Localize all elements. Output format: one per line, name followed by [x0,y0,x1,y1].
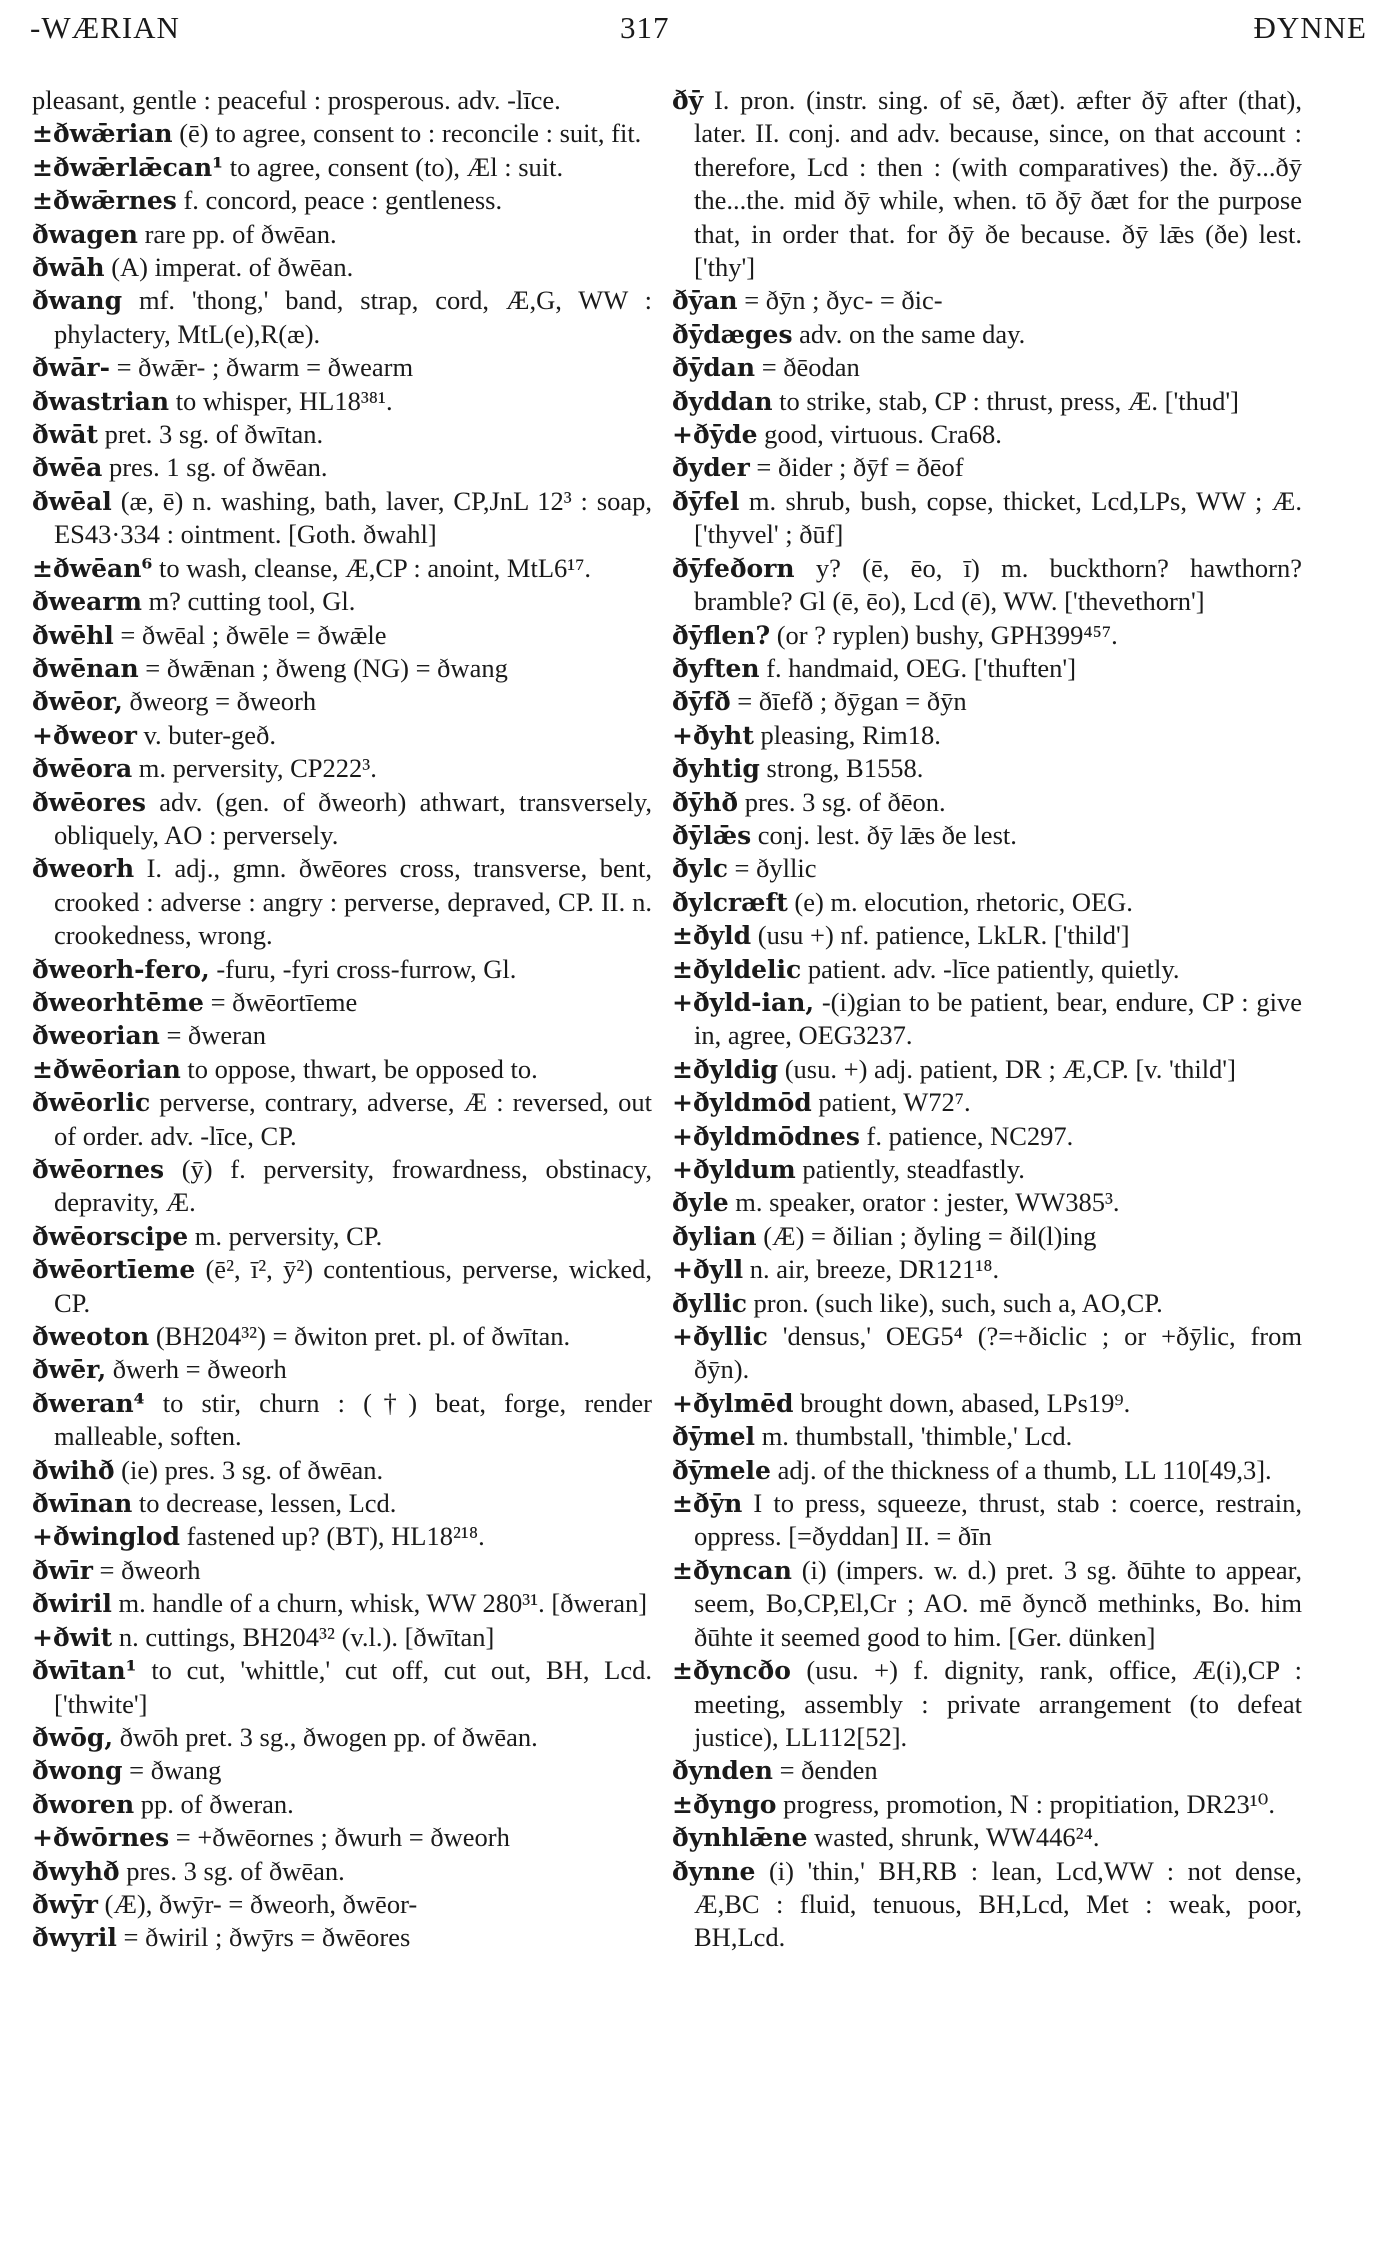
definition: -(i)gian to be patient, bear, endure, CP : give in, agree, OEG3237. [694,986,1302,1051]
definition: rare pp. of ðwēan. [144,218,337,249]
headword: ðyften [672,653,760,683]
headword: ðyle [672,1188,729,1218]
dictionary-entry [32,685,652,718]
headword: ðwēorscipe [32,1221,189,1251]
headword: ±ðwǣrnes [32,186,177,216]
dictionary-entry [672,1220,1302,1253]
headword: ðwēorlic [32,1088,151,1118]
headword: +ðyht [672,720,754,750]
dictionary-entry [32,284,652,351]
definition: f. patience, NC297. [866,1120,1074,1151]
definition: to wash, cleanse, Æ,CP : anoint, MtL6¹⁷. [159,552,592,583]
headword: ðyllic [672,1288,747,1318]
definition: strong, B1558. [766,753,924,784]
definition: to strike, stab, CP : thrust, press, Æ. ['thud'] [779,385,1239,416]
definition: brought down, abased, LPs19⁹. [800,1387,1131,1418]
dictionary-entry [32,1921,652,1954]
definition: (ie) pres. 3 sg. of ðwēan. [121,1454,384,1485]
right-column [672,84,1302,1955]
headword: ðylcræft [672,887,788,917]
dictionary-entry [672,318,1302,351]
headword: ðylian [672,1221,757,1251]
dictionary-entry [672,1821,1302,1854]
dictionary-entry [32,451,652,484]
dictionary-entry [32,1621,652,1654]
definition: pleasing, Rim18. [760,719,941,750]
headword: ðynden [672,1756,773,1786]
headword: ðwīr [32,1555,93,1585]
headword: +ðwit [32,1622,113,1652]
headword: ðwagen [32,219,138,249]
dictionary-entry [32,151,652,184]
dictionary-entry [672,786,1302,819]
definition: (or ? ryplen) bushy, GPH399⁴⁵⁷. [776,619,1118,650]
definition: (A) imperat. of ðwēan. [111,252,354,283]
headword: +ðyld-ian, [672,987,815,1017]
headword: ðweorh [32,854,135,884]
dictionary-entry [672,1253,1302,1286]
headword: ðwēal [32,486,112,516]
dictionary-entry [32,1587,652,1620]
dictionary-entry [672,1287,1302,1320]
headword: ðȳfel [672,486,740,516]
dictionary-entry [32,1754,652,1787]
headword: +ðyllic [672,1322,768,1352]
dictionary-entry [32,1888,652,1921]
definition: m. handle of a churn, whisk, WW 280³¹. [ðweran] [118,1588,648,1619]
definition: = ðwēortīeme [210,986,358,1017]
headword: ðwōg, [32,1722,114,1752]
headword: ðwastrian [32,386,170,416]
dictionary-entry [32,852,652,952]
headword: ðwang [32,286,123,316]
dictionary-entry [672,1487,1302,1554]
headword: ðweorhtēme [32,987,204,1017]
dictionary-entry [672,1186,1302,1219]
dictionary-entry [672,418,1302,451]
dictionary-entry [32,418,652,451]
headword: ðyhtig [672,754,760,784]
dictionary-entry [32,184,652,217]
headword: ðynhlǣne [672,1823,808,1853]
definition: = ðenden [779,1755,878,1786]
definition: = ðyllic [734,853,817,884]
dictionary-entry [672,685,1302,718]
headword: ðyder [672,453,750,483]
headword: ðȳflen? [672,620,771,650]
dictionary-entry [672,1053,1302,1086]
definition: (i) 'thin,' BH,RB : lean, Lcd,WW : not dense, Æ,BC : fluid, tenuous, BH,Lcd, Met : weak, poor, BH,Lcd. [694,1855,1302,1953]
dictionary-entry [672,1153,1302,1186]
dictionary-entry [672,1454,1302,1487]
headword: +ðȳde [672,420,758,450]
definition: to cut, 'whittle,' cut off, cut out, BH, Lcd. ['thwite'] [54,1655,653,1719]
definition: = ðwang [129,1755,222,1786]
headword: ðwong [32,1756,123,1786]
dictionary-entry [672,886,1302,919]
headword: +ðyldmōdnes [672,1121,860,1151]
dictionary-entry [32,1320,652,1353]
headword: +ðwinglod [32,1522,180,1552]
headword: ðȳdæges [672,319,793,349]
headword: +ðwōrnes [32,1823,170,1853]
dictionary-entry [32,1855,652,1888]
dictionary-entry [672,986,1302,1053]
headword: ðwēor, [32,687,123,717]
headword: ±ðyncðo [672,1656,791,1686]
headword: ðwēora [32,754,133,784]
definition: to whisper, HL18³⁸¹. [175,385,393,416]
definition: (Æ) = ðilian ; ðyling = ðil(l)ing [763,1220,1097,1251]
definition: (e) m. elocution, rhetoric, OEG. [794,886,1133,917]
headword: ±ðwǣrlǣcan¹ [32,152,224,182]
definition: = ðwēal ; ðwēle = ðwǣle [120,619,387,650]
definition: = ðīefð ; ðȳgan = ðȳn [737,686,967,717]
definition: m. perversity, CP. [194,1220,383,1251]
definition: pron. (such like), such, such a, AO,CP. [753,1287,1163,1318]
dictionary-entry [672,485,1302,552]
headword: ðwēa [32,453,103,483]
definition: = ðweorh [99,1554,201,1585]
dictionary-entry [32,1353,652,1386]
headword: ±ðwēan⁶ [32,553,153,583]
dictionary-entry [672,284,1302,317]
headword: ðwēortīeme [32,1255,196,1285]
dictionary-entry [672,1320,1302,1387]
dictionary-entry [32,84,652,117]
definition: I to press, squeeze, thrust, stab : coerce, restrain, oppress. [=ðyddan] II. = ðīn [694,1488,1302,1552]
definition: = +ðwēornes ; ðwurh = ðweorh [175,1822,510,1853]
headword: ðyddan [672,386,773,416]
dictionary-entry [672,852,1302,885]
definition: ðwōh pret. 3 sg., ðwogen pp. of ðwēan. [119,1721,538,1752]
dictionary-entry [672,1788,1302,1821]
headword: +ðweor [32,720,137,750]
dictionary-entry [32,1387,652,1454]
dictionary-entry [32,1253,652,1320]
definition: = ðȳn ; ðyc- = ðic- [744,285,943,316]
definition: mf. 'thong,' band, strap, cord, Æ,G, WW : phylactery, MtL(e),R(æ). [54,285,652,349]
definition: (usu. +) f. dignity, rank, office, Æ(i),CP : meeting, assembly : private arrangement (to defeat justice), LL112[52]. [694,1655,1302,1752]
headword: ðwēores [32,787,146,817]
headword: ðwītan¹ [32,1656,137,1686]
headword: ðwēr, [32,1355,107,1385]
headword: ðwȳr [32,1889,98,1919]
definition: pres. 3 sg. of ðwēan. [126,1855,345,1886]
headword: ðȳhð [672,787,739,817]
definition: m. perversity, CP222³. [138,753,377,784]
definition: (ē) to agree, consent to : reconcile : suit, fit. [179,118,642,149]
definition: to stir, churn : (†) beat, forge, render malleable, soften. [54,1387,652,1452]
headword: ±ðwǣrian [32,119,173,149]
dictionary-entry [32,752,652,785]
headword: ðwēornes [32,1155,165,1184]
definition: conj. lest. ðȳ lǣs ðe lest. [757,819,1017,850]
definition: = ðweran [166,1020,267,1051]
dictionary-entry [32,1454,652,1487]
definition: (ē², ī², ȳ²) contentious, perverse, wicked, CP. [54,1254,652,1318]
dictionary-entry [672,1654,1302,1754]
definition: (BH204³²) = ðwiton pret. pl. of ðwītan. [155,1321,571,1352]
headword: ±ðyldelic [672,954,802,984]
definition: wasted, shrunk, WW446²⁴. [814,1822,1100,1853]
definition: ðweorg = ðweorh [129,686,317,717]
dictionary-entry [32,953,652,986]
headword: ±ðyldig [672,1054,779,1084]
headword: ðȳ [672,86,704,115]
dictionary-entry [672,1120,1302,1153]
dictionary-entry [32,1086,652,1153]
headword: +ðylmēd [672,1388,794,1418]
page-number: 317 [620,10,670,45]
headword: ðȳdan [672,353,756,383]
dictionary-entry [672,953,1302,986]
definition: pres. 1 sg. of ðwēan. [108,452,328,483]
dictionary-entry [32,986,652,1019]
dictionary-entry [672,619,1302,652]
definition: pp. of ðweran. [140,1788,294,1819]
dictionary-entry [32,1554,652,1587]
dictionary-entry [32,652,652,685]
definition: adj. of the thickness of a thumb, LL 110[49,3]. [777,1454,1272,1485]
headword: ðwyhð [32,1856,120,1886]
headword: ðweoton [32,1322,150,1352]
headword: ðylc [672,854,728,884]
headword: ðwāh [32,253,105,283]
dictionary-entry [32,385,652,418]
dictionary-entry [32,218,652,251]
dictionary-entry [672,652,1302,685]
dictionary-entry [672,84,1302,284]
dictionary-entry [672,1387,1302,1420]
dictionary-entry [32,1821,652,1854]
headword: ðynne [672,1856,756,1886]
definition: ðwerh = ðweorh [112,1354,287,1385]
definition: f. handmaid, OEG. ['thuften'] [766,652,1077,683]
dictionary-entry [32,1220,652,1253]
dictionary-entry [672,385,1302,418]
definition: m. shrub, bush, copse, thicket, Lcd,LPs, WW ; Æ. ['thyvel' ; ðūf] [694,485,1302,550]
dictionary-entry [32,1721,652,1754]
definition: = ðwǣr- ; ðwarm = ðwearm [116,352,414,383]
definition: = ðwǣnan ; ðweng (NG) = ðwang [145,652,508,683]
definition: n. cuttings, BH204³² (v.l.). [ðwītan] [118,1621,495,1652]
headword: ðwīnan [32,1489,133,1519]
definition: v. buter-geð. [143,719,276,750]
headword: ðwihð [32,1455,115,1485]
definition: (usu +) nf. patience, LkLR. ['thild'] [757,920,1130,951]
definition: fastened up? (BT), HL18²¹⁸. [186,1521,485,1552]
definition: pret. 3 sg. of ðwītan. [104,419,324,450]
headword: ðweran⁴ [32,1388,145,1418]
definition: I. adj., gmn. ðwēores cross, transverse, bent, crooked : adverse : angry : perverse, depraved, CP. II. n. crookedness, wrong. [54,853,652,951]
headword: ðwār- [32,353,110,383]
headword: ðȳfeðorn [672,553,795,583]
definition: = ðēodan [761,352,860,383]
definition: -furu, -fyri cross-furrow, Gl. [216,953,517,984]
dictionary-entry [672,1554,1302,1654]
dictionary-entry [32,1788,652,1821]
dictionary-entry [672,1086,1302,1119]
definition: I. pron. (instr. sing. of sē, ðæt). æfter ðȳ after (that), later. II. conj. and adv. because, since, on that account : therefore, Lcd : then : (with comparatives) the. ðȳ...ðȳ the...the. mid ðȳ while, when. tō ðȳ ðæt for the purpose that, in order that. for ðȳ ðe because. ðȳ lǣs (ðe) lest. ['thy'] [694,85,1302,283]
dictionary-entry [32,786,652,853]
definition: adv. (gen. of ðweorh) athwart, transversely, obliquely, AO : perversely. [54,786,652,850]
dictionary-entry [672,451,1302,484]
headword: ±ðwēorian [32,1054,181,1084]
definition: (ȳ) f. perversity, frowardness, obstinacy, depravity, Æ. [54,1154,653,1218]
headword: ðweorian [32,1021,160,1051]
definition: pleasant, gentle : peaceful : prosperous. adv. -līce. [32,85,561,115]
definition: m. thumbstall, 'thimble,' Lcd. [761,1421,1073,1452]
definition: 'densus,' OEG5⁴ (?=+ðiclic ; or +ðȳlic, from ðȳn). [694,1321,1302,1385]
headword: ðȳmele [672,1455,771,1485]
definition: = ðider ; ðȳf = ðēof [756,452,964,483]
dictionary-entry [672,752,1302,785]
dictionary-entry [32,485,652,552]
headword: ±ðyncan [672,1555,792,1585]
dictionary-entry [672,1754,1302,1787]
definition: y? (ē, ēo, ī) m. buckthorn? hawthorn? bramble? Gl (ē, ēo), Lcd (ē), WW. ['thevethorn'] [694,552,1302,617]
dictionary-entry [32,619,652,652]
dictionary-entry [672,1420,1302,1453]
definition: (i) (impers. w. d.) pret. 3 sg. ðūhte to appear, seem, Bo,CP,El,Cr ; AO. mē ðyncð methinks, Bo. him ðūhte it seemed good to him. [Ger. dünken] [694,1554,1302,1652]
headword: ±ðyngo [672,1789,777,1819]
dictionary-entry [32,1053,652,1086]
dictionary-entry [32,1487,652,1520]
definition: (usu. +) adj. patient, DR ; Æ,CP. [v. 'thild'] [784,1053,1236,1084]
dictionary-entry [32,719,652,752]
headword: +ðyll [672,1255,744,1285]
headword: ðȳmel [672,1422,756,1452]
dictionary-entry [672,1855,1302,1955]
headword: +ðyldum [672,1155,796,1184]
dictionary-entry [32,117,652,150]
definition: progress, promotion, N : propitiation, DR23¹⁰. [783,1788,1275,1819]
definition: patient. adv. -līce patiently, quietly. [807,953,1180,984]
definition: f. concord, peace : gentleness. [183,185,503,216]
dictionary-entry [672,719,1302,752]
headword: ðȳan [672,286,738,316]
dictionary-entry [672,919,1302,952]
definition: to decrease, lessen, Lcd. [138,1488,397,1519]
dictionary-entry [32,251,652,284]
dictionary-entry [32,351,652,384]
definition: patient, W72⁷. [818,1087,971,1118]
headword: ðwiril [32,1589,112,1619]
definition: perverse, contrary, adverse, Æ : reversed, out of order. adv. -līce, CP. [54,1087,652,1151]
definition: (Æ), ðwȳr- = ðweorh, ðwēor- [104,1888,418,1919]
headword: ðwāt [32,420,98,450]
headword: ±ðyld [672,921,752,951]
headword: ðworen [32,1789,135,1819]
dictionary-entry [32,585,652,618]
dictionary-entry [32,1520,652,1553]
running-head-right: ÐYNNE [1253,10,1367,45]
headword: ±ðȳn [672,1489,743,1519]
dictionary-entry [32,1654,652,1721]
definition: to agree, consent (to), Æl : suit. [229,151,564,182]
definition: to oppose, thwart, be opposed to. [187,1053,538,1084]
definition: pres. 3 sg. of ðēon. [744,786,946,817]
dictionary-entry [32,1019,652,1052]
definition: m? cutting tool, Gl. [148,586,356,617]
dictionary-entry [672,819,1302,852]
dictionary-entry [32,552,652,585]
definition: = ðwiril ; ðwȳrs = ðwēores [123,1922,411,1953]
running-head-left: -WÆRIAN [30,10,180,45]
definition: adv. on the same day. [799,318,1026,349]
definition: m. speaker, orator : jester, WW385³. [735,1187,1120,1218]
dictionary-entry [672,552,1302,619]
headword: +ðyldmōd [672,1088,812,1118]
definition: n. air, breeze, DR121¹⁸. [749,1254,1000,1285]
headword: ðȳlǣs [672,820,752,850]
headword: ðweorh-fero, [32,954,210,984]
headword: ðwyril [32,1923,117,1953]
headword: ðwēhl [32,620,114,650]
dictionary-entry [32,1153,652,1220]
dictionary-entry [672,351,1302,384]
headword: ðȳfð [672,687,731,717]
headword: ðwēnan [32,653,139,683]
left-column [32,84,652,1955]
headword: ðwearm [32,587,142,617]
definition: patiently, steadfastly. [802,1154,1025,1184]
definition: good, virtuous. Cra68. [764,419,1002,450]
definition: (æ, ē) n. washing, bath, laver, CP,JnL 12³ : soap, ES43·334 : ointment. [Goth. ðwahl] [54,485,653,550]
